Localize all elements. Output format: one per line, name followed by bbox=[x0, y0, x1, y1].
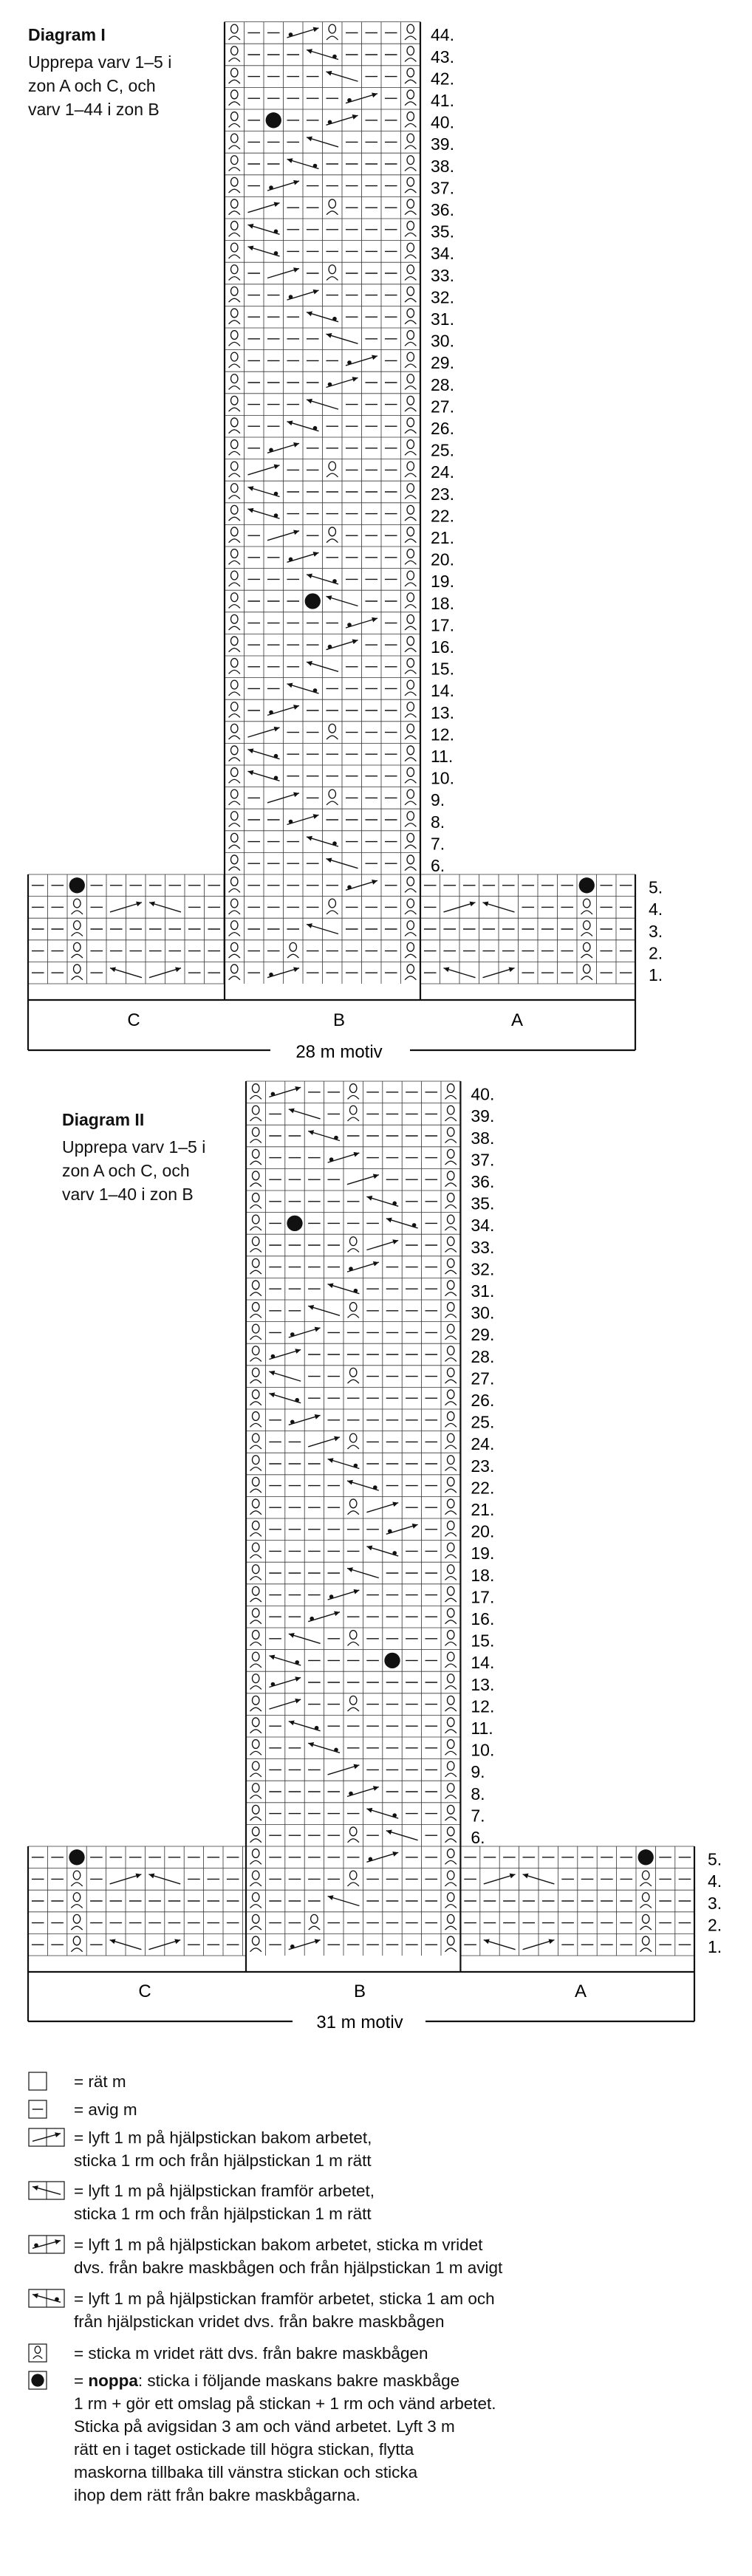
twisted-stitch-icon bbox=[348, 1871, 359, 1886]
row-number: 12. bbox=[431, 724, 454, 744]
row-number: 11. bbox=[471, 1719, 493, 1738]
row-number: 35. bbox=[471, 1193, 495, 1213]
twisted-stitch-icon bbox=[445, 1456, 457, 1471]
twisted-stitch-icon bbox=[250, 1696, 262, 1711]
twisted-stitch-icon bbox=[250, 1871, 262, 1886]
twisted-stitch-icon bbox=[71, 1914, 82, 1930]
twisted-stitch-icon bbox=[250, 1149, 262, 1165]
row-number: 5. bbox=[708, 1849, 722, 1869]
row-number: 42. bbox=[431, 69, 454, 89]
twisted-stitch-icon bbox=[250, 1652, 262, 1668]
row-number: 20. bbox=[431, 549, 454, 569]
zone-b-label: B bbox=[353, 1981, 366, 2001]
twisted-stitch-icon bbox=[640, 1936, 652, 1952]
row-number: 24. bbox=[471, 1434, 495, 1454]
cable-front-icon bbox=[28, 2181, 65, 2200]
twisted-stitch-icon bbox=[445, 1303, 457, 1318]
twisted-stitch-icon bbox=[71, 1893, 82, 1908]
row-number: 26. bbox=[431, 419, 454, 438]
twisted-stitch-icon bbox=[445, 1849, 457, 1865]
twisted-stitch-icon bbox=[33, 2346, 42, 2359]
row-number: 36. bbox=[431, 200, 454, 219]
bobble-icon bbox=[384, 1653, 400, 1668]
twisted-stitch-icon bbox=[445, 1652, 457, 1668]
row-number: 10. bbox=[471, 1740, 495, 1760]
twisted-stitch-icon bbox=[445, 1215, 457, 1230]
row-number: 16. bbox=[431, 637, 454, 657]
twisted-stitch-icon bbox=[445, 1784, 457, 1799]
row-number: 17. bbox=[431, 615, 454, 635]
legend-text: rätt en i taget ostickade till högra stickan, flytta bbox=[74, 2440, 414, 2459]
row-number: 2. bbox=[649, 943, 663, 963]
row-number: 29. bbox=[471, 1325, 495, 1345]
twisted-stitch-icon bbox=[250, 1303, 262, 1318]
row-number: 27. bbox=[431, 397, 454, 417]
zone-b-label: B bbox=[332, 1010, 346, 1030]
twisted-stitch-icon bbox=[445, 1368, 457, 1383]
row-number: 5. bbox=[649, 877, 663, 897]
row-number: 26. bbox=[471, 1391, 495, 1410]
twisted-stitch-icon bbox=[445, 1521, 457, 1537]
twisted-stitch-icon bbox=[348, 1696, 359, 1711]
row-number: 33. bbox=[471, 1237, 495, 1257]
knit-stitch-icon bbox=[28, 2072, 65, 2091]
twisted-stitch-icon bbox=[640, 1914, 652, 1930]
row-number: 28. bbox=[471, 1346, 495, 1366]
twisted-stitch-icon bbox=[250, 1456, 262, 1471]
row-number: 19. bbox=[431, 572, 454, 592]
twisted-stitch-icon bbox=[445, 1871, 457, 1886]
twisted-stitch-icon bbox=[445, 1674, 457, 1690]
legend-text: = lyft 1 m på hjälpstickan bakom arbetet, bbox=[74, 2128, 372, 2147]
row-number: 8. bbox=[471, 1784, 485, 1803]
row-number: 6. bbox=[471, 1828, 485, 1847]
twisted-stitch-icon bbox=[250, 1215, 262, 1230]
legend-text: 1 rm + gör ett omslag på stickan + 1 rm och vänd arbetet. bbox=[74, 2394, 496, 2413]
twisted-stitch-icon bbox=[250, 1499, 262, 1515]
cable-back-icon bbox=[28, 2128, 65, 2147]
legend-text: maskorna tillbaka till vänstra stickan och sticka bbox=[74, 2463, 418, 2481]
row-number: 11. bbox=[431, 747, 454, 766]
twisted-stitch-icon bbox=[250, 1740, 262, 1755]
row-number: 37. bbox=[471, 1150, 495, 1170]
row-number: 22. bbox=[431, 506, 454, 526]
row-number: 29. bbox=[431, 353, 454, 373]
bobble-term: noppa bbox=[88, 2371, 138, 2390]
diagram-1-note-line: varv 1–44 i zon B bbox=[28, 100, 160, 119]
twisted-stitch-icon bbox=[250, 1412, 262, 1428]
twisted-stitch-icon bbox=[445, 1565, 457, 1580]
twisted-stitch-icon bbox=[445, 1258, 457, 1274]
legend-text: = lyft 1 m på hjälpstickan framför arbetet, sticka 1 am och bbox=[74, 2289, 495, 2308]
twisted-stitch-icon bbox=[250, 1324, 262, 1340]
row-number: 9. bbox=[471, 1762, 485, 1782]
row-number: 40. bbox=[431, 112, 454, 132]
twisted-stitch-icon bbox=[250, 1784, 262, 1799]
twisted-stitch-icon bbox=[250, 1609, 262, 1624]
row-number: 7. bbox=[471, 1806, 485, 1826]
twisted-stitch-icon bbox=[445, 1412, 457, 1428]
row-number: 30. bbox=[471, 1303, 495, 1323]
twisted-stitch-icon bbox=[640, 1893, 652, 1908]
row-number: 18. bbox=[431, 593, 454, 613]
row-number: 8. bbox=[431, 812, 445, 832]
bobble-icon bbox=[28, 2371, 65, 2390]
twisted-stitch-icon bbox=[445, 1543, 457, 1558]
twisted-stitch-icon bbox=[445, 1149, 457, 1165]
legend-text: = noppa: sticka i följande maskans bakre maskbåge bbox=[74, 2371, 460, 2390]
twisted-stitch-icon bbox=[445, 1171, 457, 1187]
twisted-stitch-icon bbox=[250, 1258, 262, 1274]
row-number: 32. bbox=[471, 1259, 495, 1279]
diagram-1-note-line: zon A och C, och bbox=[28, 76, 156, 95]
legend-text: från hjälpstickan vridet dvs. från bakre maskbågen bbox=[74, 2312, 445, 2331]
twisted-stitch-icon bbox=[250, 1586, 262, 1602]
row-number: 14. bbox=[471, 1653, 495, 1673]
purl-stitch-icon bbox=[28, 2100, 65, 2119]
row-number: 28. bbox=[431, 374, 454, 394]
row-number: 4. bbox=[649, 900, 663, 919]
twisted-stitch-icon bbox=[445, 1499, 457, 1515]
twisted-stitch-icon bbox=[250, 1565, 262, 1580]
twisted-stitch-icon bbox=[309, 1914, 320, 1930]
row-number: 21. bbox=[471, 1500, 495, 1519]
twisted-stitch-icon bbox=[445, 1433, 457, 1449]
twisted-stitch-icon bbox=[348, 1084, 359, 1100]
row-number: 19. bbox=[471, 1544, 495, 1563]
diagram-1-note-line: Upprepa varv 1–5 i bbox=[28, 52, 172, 72]
twisted-stitch-icon bbox=[250, 1718, 262, 1733]
motif-label: 31 m motiv bbox=[316, 2012, 403, 2032]
row-number: 30. bbox=[431, 331, 454, 351]
row-number: 31. bbox=[431, 309, 454, 329]
legend-text: sticka 1 rm och från hjälpstickan 1 m rätt bbox=[74, 2205, 372, 2223]
row-number: 23. bbox=[431, 484, 454, 504]
twisted-stitch-icon bbox=[445, 1609, 457, 1624]
twisted-stitch-icon bbox=[445, 1084, 457, 1100]
twisted-stitch-icon bbox=[445, 1827, 457, 1843]
twisted-stitch-icon bbox=[348, 1303, 359, 1318]
twisted-stitch-icon bbox=[250, 1893, 262, 1908]
twisted-stitch-icon bbox=[71, 1936, 82, 1952]
legend-text: Sticka på avigsidan 3 am och vänd arbetet. Lyft 3 m bbox=[74, 2417, 455, 2436]
row-number: 35. bbox=[431, 222, 454, 242]
diagram-2-note-line: Upprepa varv 1–5 i bbox=[62, 1137, 206, 1157]
bobble-icon bbox=[31, 2374, 44, 2386]
row-number: 7. bbox=[431, 834, 445, 854]
twisted-stitch-icon bbox=[250, 1761, 262, 1777]
row-number: 31. bbox=[471, 1281, 495, 1301]
legend-text: dvs. från bakre maskbågen och från hjälpstickan 1 m avigt bbox=[74, 2258, 503, 2277]
row-number: 41. bbox=[431, 91, 454, 110]
twisted-stitch-icon bbox=[445, 1740, 457, 1755]
row-number: 6. bbox=[431, 856, 445, 875]
twisted-stitch-icon bbox=[250, 1521, 262, 1537]
twisted-stitch-icon bbox=[250, 1390, 262, 1405]
row-number: 22. bbox=[471, 1478, 495, 1498]
twisted-stitch-icon bbox=[445, 1586, 457, 1602]
zone-c-label: C bbox=[127, 1010, 140, 1030]
twisted-stitch-icon bbox=[250, 1827, 262, 1843]
row-number: 37. bbox=[431, 178, 454, 198]
row-number: 39. bbox=[431, 134, 454, 154]
twisted-stitch-icon bbox=[445, 1193, 457, 1209]
bobble-icon bbox=[638, 1849, 654, 1865]
zone-a-label: A bbox=[510, 1010, 524, 1030]
twisted-stitch-icon bbox=[445, 1631, 457, 1646]
cable-front-purl-icon bbox=[28, 2289, 65, 2308]
row-number: 1. bbox=[649, 965, 663, 984]
row-number: 20. bbox=[471, 1521, 495, 1541]
twisted-stitch-icon bbox=[348, 1499, 359, 1515]
row-number: 4. bbox=[708, 1871, 722, 1891]
row-number: 17. bbox=[471, 1587, 495, 1607]
row-number: 12. bbox=[471, 1696, 495, 1716]
row-number: 34. bbox=[471, 1216, 495, 1236]
legend-text: = lyft 1 m på hjälpstickan framför arbetet, bbox=[74, 2182, 375, 2200]
cable-back-purl-icon bbox=[28, 2235, 65, 2254]
twisted-stitch-icon bbox=[348, 1106, 359, 1121]
row-number: 2. bbox=[708, 1915, 722, 1935]
row-number: 23. bbox=[471, 1456, 495, 1476]
row-number: 21. bbox=[431, 528, 454, 547]
row-number: 13. bbox=[431, 702, 454, 722]
row-number: 43. bbox=[431, 47, 454, 66]
diagram-2-note-line: varv 1–40 i zon B bbox=[62, 1185, 194, 1204]
twisted-stitch-icon bbox=[348, 1433, 359, 1449]
twisted-stitch-icon bbox=[348, 1237, 359, 1253]
twisted-stitch-icon bbox=[250, 1914, 262, 1930]
twisted-stitch-icon bbox=[445, 1346, 457, 1362]
row-number: 15. bbox=[471, 1631, 495, 1651]
twisted-stitch-icon bbox=[445, 1893, 457, 1908]
twisted-stitch-icon bbox=[445, 1106, 457, 1121]
row-number: 44. bbox=[431, 25, 454, 45]
row-number: 1. bbox=[708, 1937, 722, 1956]
twisted-stitch-icon bbox=[71, 1871, 82, 1886]
twisted-stitch-icon bbox=[250, 1128, 262, 1143]
twisted-stitch-icon bbox=[640, 1871, 652, 1886]
twisted-stitch-icon bbox=[348, 1827, 359, 1843]
row-number: 9. bbox=[431, 790, 445, 810]
twisted-stitch-icon bbox=[250, 1849, 262, 1865]
twisted-stitch-icon bbox=[28, 2343, 65, 2363]
legend-text: = rät m bbox=[74, 2072, 126, 2091]
row-number: 33. bbox=[431, 265, 454, 285]
row-number: 27. bbox=[471, 1368, 495, 1388]
row-number: 36. bbox=[471, 1172, 495, 1191]
twisted-stitch-icon bbox=[250, 1106, 262, 1121]
row-number: 38. bbox=[431, 156, 454, 176]
twisted-stitch-icon bbox=[250, 1543, 262, 1558]
row-number: 10. bbox=[431, 768, 454, 788]
diagram-2-title: Diagram II bbox=[62, 1110, 145, 1129]
legend-text: = lyft 1 m på hjälpstickan bakom arbetet, sticka m vridet bbox=[74, 2236, 483, 2254]
row-number: 14. bbox=[431, 681, 454, 701]
diagram-2-note-line: zon A och C, och bbox=[62, 1161, 190, 1180]
row-number: 3. bbox=[708, 1893, 722, 1913]
row-number: 24. bbox=[431, 462, 454, 482]
twisted-stitch-icon bbox=[445, 1718, 457, 1733]
twisted-stitch-icon bbox=[348, 1368, 359, 1383]
row-number: 16. bbox=[471, 1609, 495, 1628]
row-number: 38. bbox=[471, 1128, 495, 1148]
twisted-stitch-icon bbox=[348, 1631, 359, 1646]
twisted-stitch-icon bbox=[250, 1171, 262, 1187]
motif-label: 28 m motiv bbox=[295, 1042, 383, 1062]
twisted-stitch-icon bbox=[445, 1390, 457, 1405]
row-number: 34. bbox=[431, 244, 454, 264]
row-number: 3. bbox=[649, 921, 663, 941]
bobble-icon bbox=[287, 1216, 302, 1231]
row-number: 32. bbox=[431, 287, 454, 307]
legend-text: ihop dem rätt från bakre maskbågarna. bbox=[74, 2486, 360, 2504]
row-number: 13. bbox=[471, 1674, 495, 1694]
twisted-stitch-icon bbox=[250, 1805, 262, 1820]
twisted-stitch-icon bbox=[250, 1084, 262, 1100]
zone-c-label: C bbox=[138, 1981, 151, 2001]
twisted-stitch-icon bbox=[445, 1477, 457, 1493]
legend-text: = sticka m vridet rätt dvs. från bakre maskbågen bbox=[74, 2344, 428, 2363]
legend-box bbox=[29, 2072, 47, 2090]
legend-text: sticka 1 rm och från hjälpstickan 1 m rätt bbox=[74, 2151, 372, 2170]
twisted-stitch-icon bbox=[250, 1237, 262, 1253]
bobble-icon bbox=[69, 1849, 84, 1865]
twisted-stitch-icon bbox=[250, 1368, 262, 1383]
twisted-stitch-icon bbox=[250, 1346, 262, 1362]
twisted-stitch-icon bbox=[250, 1433, 262, 1449]
zone-a-label: A bbox=[574, 1981, 587, 2001]
twisted-stitch-icon bbox=[445, 1761, 457, 1777]
row-number: 40. bbox=[471, 1084, 495, 1104]
twisted-stitch-icon bbox=[250, 1631, 262, 1646]
twisted-stitch-icon bbox=[250, 1674, 262, 1690]
twisted-stitch-icon bbox=[445, 1128, 457, 1143]
twisted-stitch-icon bbox=[445, 1237, 457, 1253]
row-number: 25. bbox=[471, 1412, 495, 1432]
legend-text: = avig m bbox=[74, 2100, 137, 2119]
twisted-stitch-icon bbox=[250, 1477, 262, 1493]
row-number: 15. bbox=[431, 659, 454, 679]
twisted-stitch-icon bbox=[445, 1914, 457, 1930]
twisted-stitch-icon bbox=[445, 1281, 457, 1296]
row-number: 25. bbox=[431, 440, 454, 460]
row-number: 39. bbox=[471, 1106, 495, 1126]
twisted-stitch-icon bbox=[250, 1281, 262, 1296]
twisted-stitch-icon bbox=[250, 1193, 262, 1209]
twisted-stitch-icon bbox=[445, 1324, 457, 1340]
diagram-1-title: Diagram I bbox=[28, 25, 106, 44]
twisted-stitch-icon bbox=[445, 1696, 457, 1711]
twisted-stitch-icon bbox=[250, 1936, 262, 1952]
twisted-stitch-icon bbox=[445, 1936, 457, 1952]
twisted-stitch-icon bbox=[445, 1805, 457, 1820]
row-number: 18. bbox=[471, 1565, 495, 1585]
